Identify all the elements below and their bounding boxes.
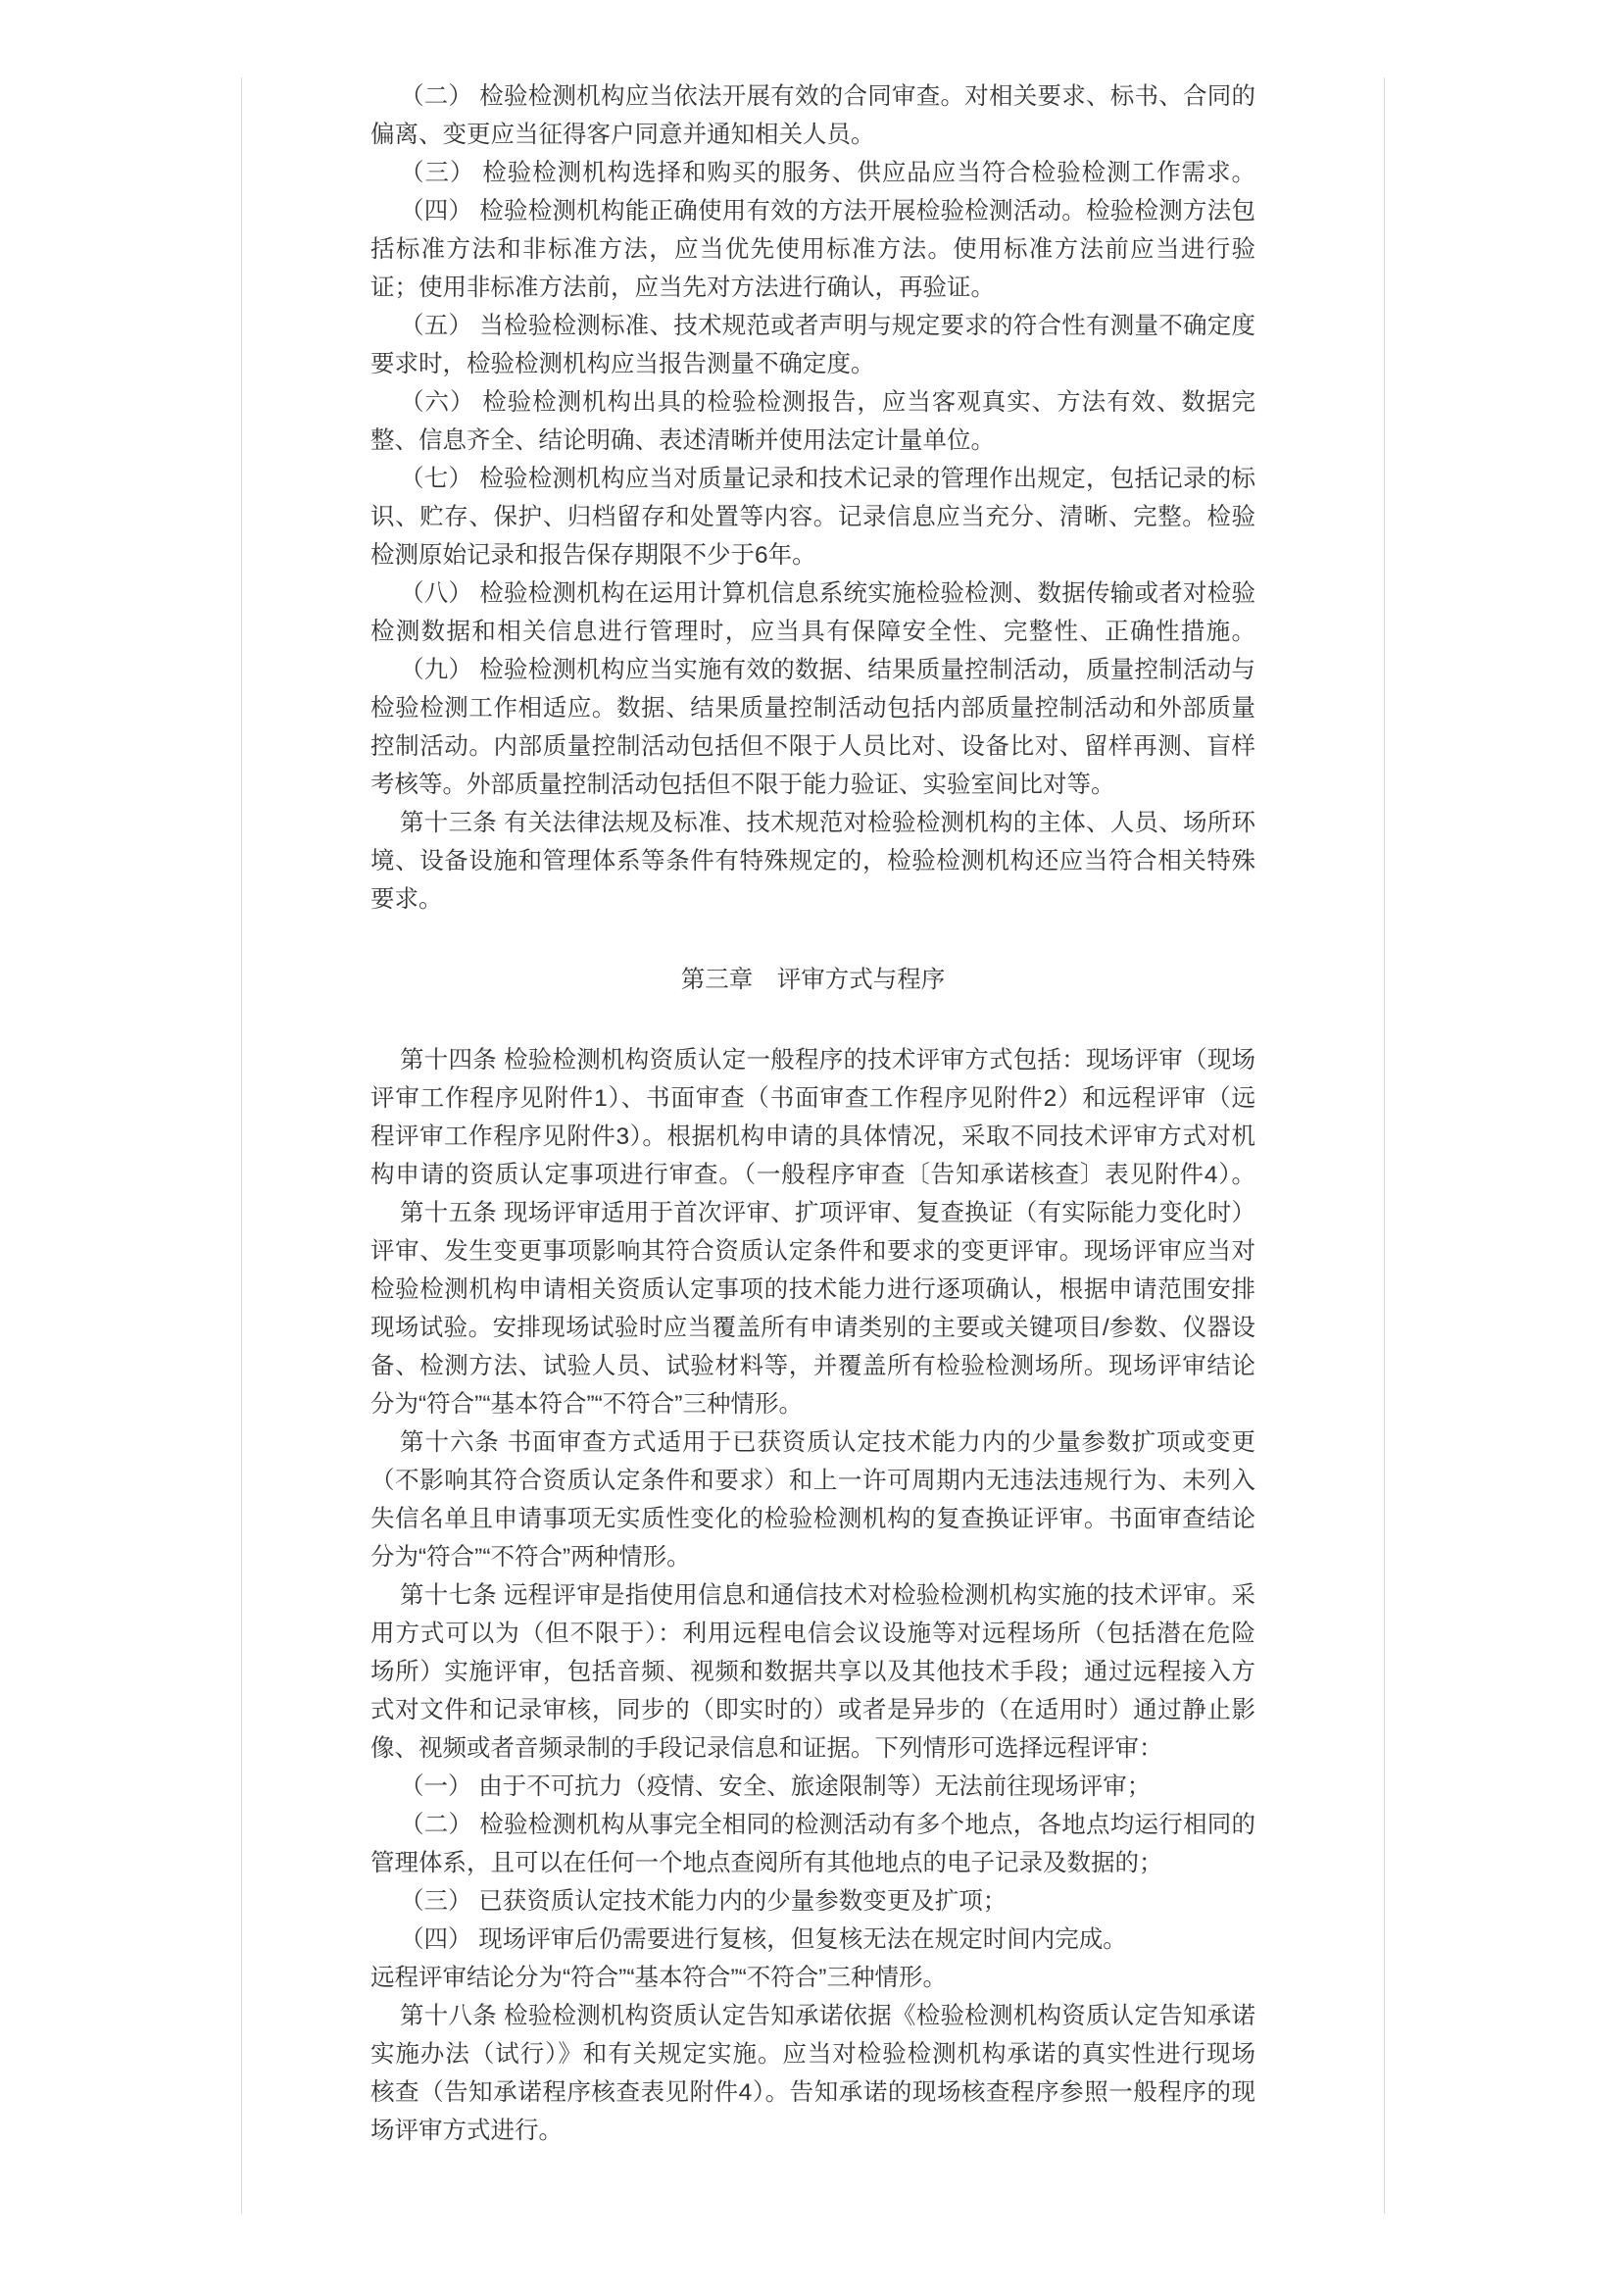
text-line: 控制活动。内部质量控制活动包括但不限于人员比对、设备比对、留样再测、盲样 — [370, 733, 1255, 760]
text-line: 评审工作程序见附件1）、书面审查（书面审查工作程序见附件2）和远程评审（远 — [370, 1085, 1255, 1112]
text-line: 要求。 — [370, 886, 443, 913]
text-line: （二） 检验检测机构从事完全相同的检测活动有多个地点，各地点均运行相同的 — [400, 1812, 1255, 1838]
text-line: 第十七条 远程评审是指使用信息和通信技术对检验检测机构实施的技术评审。采 — [400, 1582, 1255, 1609]
text-line: 证；使用非标准方法前，应当先对方法进行确认，再验证。 — [370, 275, 995, 301]
text-line: 核查（告知承诺程序核查表见附件4）。告知承诺的现场核查程序参照一般程序的现 — [370, 2079, 1255, 2106]
text-line: 检测原始记录和报告保存期限不少于6年。 — [370, 542, 816, 569]
text-line: 检测数据和相关信息进行管理时，应当具有保障安全性、完整性、正确性措施。 — [370, 619, 1255, 645]
text-line: 第十三条 有关法律法规及标准、技术规范对检验检测机构的主体、人员、场所环 — [400, 810, 1255, 836]
text-line: （七） 检验检测机构应当对质量记录和技术记录的管理作出规定，包括记录的标 — [400, 466, 1255, 492]
text-line: 偏离、变更应当征得客户同意并通知相关人员。 — [370, 122, 875, 148]
text-line: 检验检测工作相适应。数据、结果质量控制活动包括内部质量控制活动和外部质量 — [370, 695, 1255, 722]
text-line: 考核等。外部质量控制活动包括但不限于能力验证、实验室间比对等。 — [370, 772, 1115, 798]
text-line: 管理体系，且可以在任何一个地点查阅所有其他地点的电子记录及数据的； — [370, 1850, 1163, 1876]
text-line: （四） 现场评审后仍需要进行复核，但复核无法在规定时间内完成。 — [400, 1926, 1127, 1953]
text-line: 识、贮存、保护、归档留存和处置等内容。记录信息应当充分、清晰、完整。检验 — [370, 504, 1255, 530]
text-line: 整、信息齐全、结论明确、表述清晰并使用法定计量单位。 — [370, 427, 995, 454]
text-line: 备、检测方法、试验人员、试验材料等，并覆盖所有检验检测场所。现场评审结论 — [370, 1353, 1255, 1379]
text-line: 实施办法（试行）》和有关规定实施。应当对检验检测机构承诺的真实性进行现场 — [370, 2041, 1255, 2068]
text-line: 检验检测机构申请相关资质认定事项的技术能力进行逐项确认，根据申请范围安排 — [370, 1276, 1255, 1303]
section-review — [370, 1041, 1255, 2150]
text-line: 用方式可以为（但不限于）：利用远程电信会议设施等对远程场所（包括潜在危险 — [370, 1621, 1255, 1647]
text-line: 境、设备设施和管理体系等条件有特殊规定的，检验检测机构还应当符合相关特殊 — [370, 848, 1255, 874]
text-line: 括标准方法和非标准方法，应当优先使用标准方法。使用标准方法前应当进行验 — [370, 236, 1255, 263]
text-line: 第十四条 检验检测机构资质认定一般程序的技术评审方式包括：现场评审（现场 — [400, 1047, 1255, 1073]
text-line: 第十六条 书面审查方式适用于已获资质认定技术能力内的少量参数扩项或变更 — [400, 1429, 1255, 1456]
text-line: （三） 已获资质认定技术能力内的少量参数变更及扩项； — [400, 1888, 1008, 1915]
chapter-heading: 第三章 评审方式与程序 — [680, 967, 946, 993]
text-line: （八） 检验检测机构在运用计算机信息系统实施检验检测、数据传输或者对检验 — [400, 580, 1255, 607]
text-line: 第十五条 现场评审适用于首次评审、扩项评审、复查换证（有实际能力变化时） — [400, 1200, 1255, 1226]
text-line: （五） 当检验检测标准、技术规范或者声明与规定要求的符合性有测量不确定度 — [400, 313, 1255, 339]
text-line: 构申请的资质认定事项进行审查。（一般程序审查〔告知承诺核查〕表见附件4）。 — [370, 1162, 1255, 1188]
text-line: 分为“符合”“基本符合”“不符合”三种情形。 — [370, 1391, 803, 1418]
text-line: 程评审工作程序见附件3）。根据机构申请的具体情况，采取不同技术评审方式对机 — [370, 1123, 1255, 1150]
text-line: 评审、发生变更事项影响其符合资质认定条件和要求的变更评审。现场评审应当对 — [370, 1238, 1255, 1265]
section-clauses — [370, 77, 1255, 919]
text-line: （四） 检验检测机构能正确使用有效的方法开展检验检测活动。检验检测方法包 — [400, 198, 1255, 225]
article-page — [241, 77, 1385, 2214]
text-line: 场所）实施评审，包括音频、视频和数据共享以及其他技术手段；通过远程接入方 — [370, 1659, 1255, 1685]
text-line: 像、视频或者音频录制的手段记录信息和证据。下列情形可选择远程评审： — [370, 1735, 1163, 1762]
text-line: 式对文件和记录审核，同步的（即实时的）或者是异步的（在适用时）通过静止影 — [370, 1697, 1255, 1723]
text-line: 远程评审结论分为“符合”“基本符合”“不符合”三种情形。 — [370, 1965, 947, 1991]
text-line: （二） 检验检测机构应当依法开展有效的合同审查。对相关要求、标书、合同的 — [400, 83, 1255, 110]
text-line: （不影响其符合资质认定条件和要求）和上一许可周期内无违法违规行为、未列入 — [370, 1468, 1255, 1494]
text-line: 第十八条 检验检测机构资质认定告知承诺依据《检验检测机构资质认定告知承诺 — [400, 2003, 1255, 2029]
text-line: 失信名单且申请事项无实质性变化的检验检测机构的复查换证评审。书面审查结论 — [370, 1506, 1255, 1532]
text-line: （三） 检验检测机构选择和购买的服务、供应品应当符合检验检测工作需求。 — [400, 160, 1255, 186]
text-line: 现场试验。安排现场试验时应当覆盖所有申请类别的主要或关键项目/参数、仪器设 — [370, 1315, 1255, 1341]
text-line: 分为“符合”“不符合”两种情形。 — [370, 1544, 691, 1571]
text-line: 场评审方式进行。 — [370, 2118, 563, 2144]
text-line: 要求时，检验检测机构应当报告测量不确定度。 — [370, 351, 875, 377]
text-line: （九） 检验检测机构应当实施有效的数据、结果质量控制活动，质量控制活动与 — [400, 657, 1255, 683]
text-line: （六） 检验检测机构出具的检验检测报告，应当客观真实、方法有效、数据完 — [400, 389, 1255, 416]
text-line: （一） 由于不可抗力（疫情、安全、旅途限制等）无法前往现场评审； — [400, 1773, 1152, 1800]
